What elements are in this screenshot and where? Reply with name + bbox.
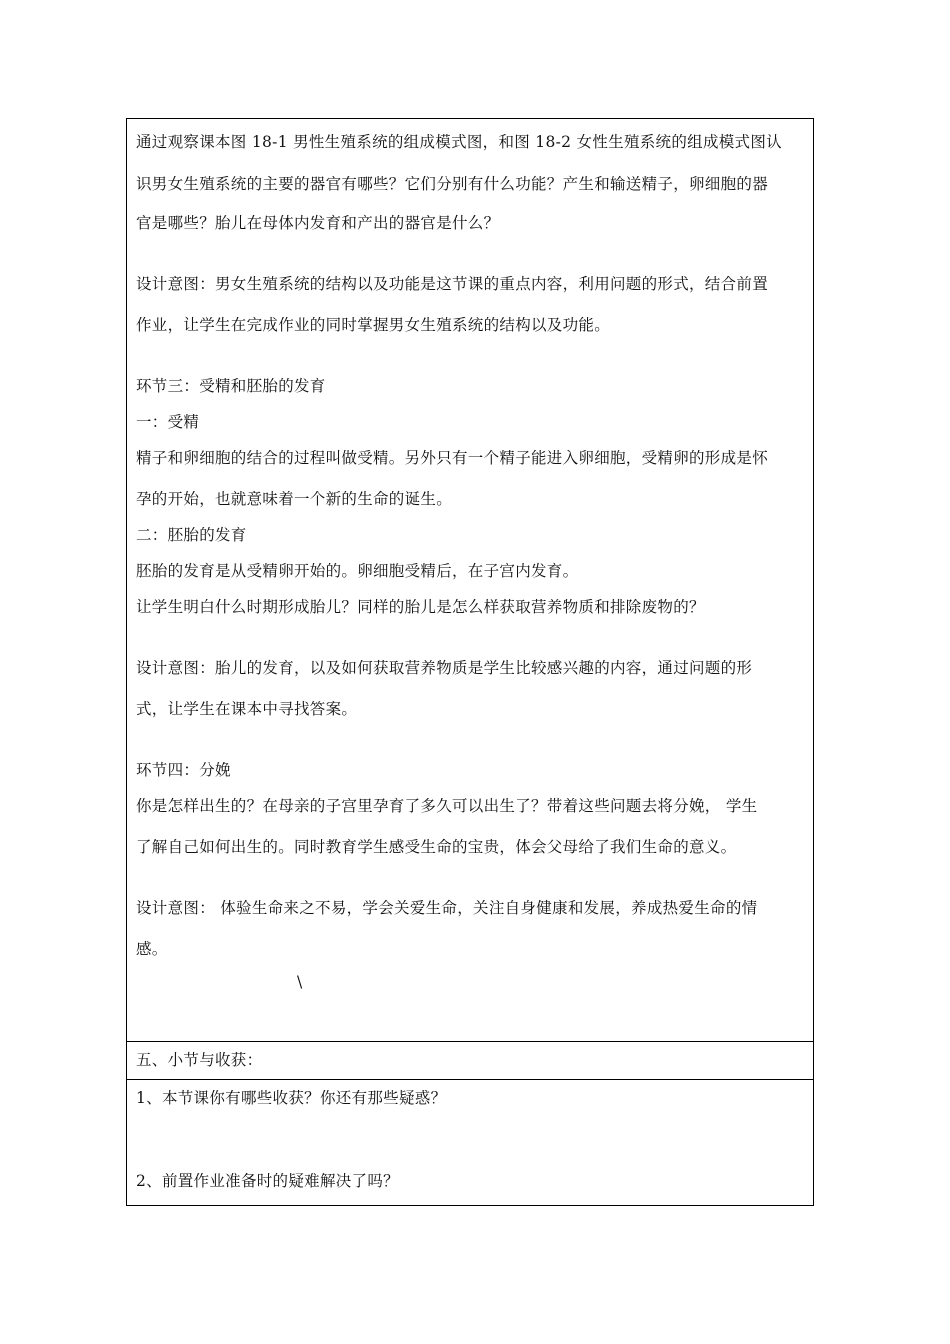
design-intent-line: 设计意图：男女生殖系统的结构以及功能是这节课的重点内容，利用问题的形式，结合前置 [136, 275, 769, 293]
subsection-fertilization-heading: 一：受精 [136, 413, 200, 431]
design-intent-line: 作业，让学生在完成作业的同时掌握男女生殖系统的结构以及功能。 [136, 316, 611, 334]
intro-text-line: 通过观察课本图 18-1 男性生殖系统的组成模式图，和图 18-2 女性生殖系统的组成模式图认 [136, 133, 782, 151]
reflection-question: 2、前置作业准备时的疑难解决了吗？ [136, 1172, 399, 1190]
fertilization-text-line: 孕的开始，也就意味着一个新的生命的诞生。 [136, 490, 453, 508]
childbirth-text-line: 你是怎样出生的？在母亲的子宫里孕育了多久可以出生了？带着这些问题去将分娩， 学生 [136, 797, 758, 815]
embryo-text-line: 胚胎的发育是从受精卵开始的。卵细胞受精后，在子宫内发育。 [136, 562, 579, 580]
lesson-plan-table [126, 118, 814, 1206]
row-divider [127, 1041, 813, 1042]
design-intent-line: 设计意图： 体验生命来之不易，学会关爱生命，关注自身健康和发展，养成热爱生命的情 [136, 899, 758, 917]
reflection-question: 1、本节课你有哪些收获？你还有那些疑惑？ [136, 1089, 447, 1107]
summary-heading: 五、小节与收获： [136, 1051, 263, 1069]
intro-text-line: 识男女生殖系统的主要的器官有哪些？它们分别有什么功能？产生和输送精子，卵细胞的器 [136, 175, 769, 193]
design-intent-line: 感。 [136, 940, 168, 958]
embryo-text-line: 让学生明白什么时期形成胎儿？同样的胎儿是怎么样获取营养物质和排除废物的？ [136, 598, 705, 616]
childbirth-text-line: 了解自己如何出生的。同时教育学生感受生命的宝贵，体会父母给了我们生命的意义。 [136, 838, 737, 856]
stray-backslash-mark: \ [297, 973, 303, 991]
design-intent-line: 式，让学生在课本中寻找答案。 [136, 700, 358, 718]
subsection-embryo-heading: 二：胚胎的发育 [136, 526, 247, 544]
row-divider [127, 1079, 813, 1080]
design-intent-line: 设计意图：胎儿的发育，以及如何获取营养物质是学生比较感兴趣的内容，通过问题的形 [136, 659, 753, 677]
section-3-heading: 环节三：受精和胚胎的发育 [136, 377, 326, 395]
section-4-heading: 环节四：分娩 [136, 761, 231, 779]
intro-text-line: 官是哪些？胎儿在母体内发育和产出的器官是什么？ [136, 214, 500, 232]
fertilization-text-line: 精子和卵细胞的结合的过程叫做受精。另外只有一个精子能进入卵细胞，受精卵的形成是怀 [136, 449, 769, 467]
